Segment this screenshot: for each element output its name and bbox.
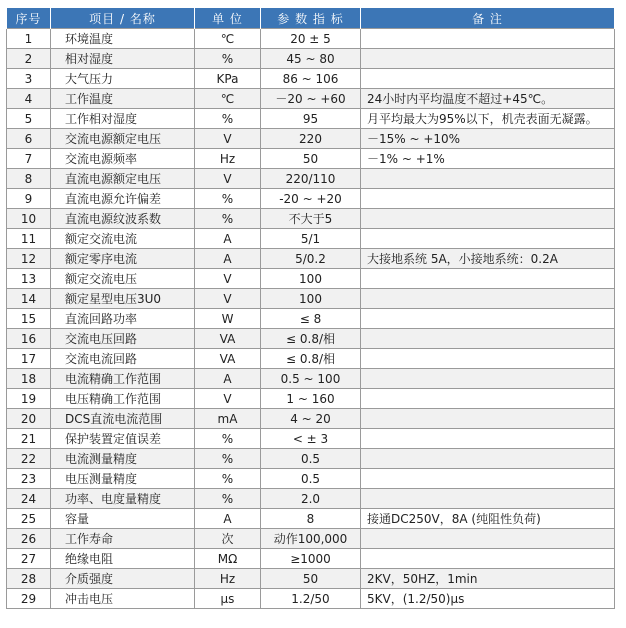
- cell-no: 1: [7, 29, 51, 49]
- header-unit: 单 位: [195, 8, 261, 29]
- cell-unit: %: [195, 429, 261, 449]
- cell-note: [361, 489, 615, 509]
- cell-note: 5KV，(1.2/50)μs: [361, 589, 615, 609]
- cell-note: [361, 449, 615, 469]
- cell-name: 直流电源纹波系数: [51, 209, 195, 229]
- cell-note: [361, 309, 615, 329]
- cell-name: 额定星型电压3U0: [51, 289, 195, 309]
- cell-value: 8: [261, 509, 361, 529]
- cell-no: 16: [7, 329, 51, 349]
- cell-unit: %: [195, 189, 261, 209]
- cell-note: [361, 349, 615, 369]
- cell-no: 20: [7, 409, 51, 429]
- cell-name: 介质强度: [51, 569, 195, 589]
- cell-unit: A: [195, 249, 261, 269]
- table-row: [7, 369, 615, 389]
- cell-note: [361, 269, 615, 289]
- cell-no: 18: [7, 369, 51, 389]
- cell-unit: V: [195, 269, 261, 289]
- cell-name: 交流电压回路: [51, 329, 195, 349]
- cell-no: 7: [7, 149, 51, 169]
- table-row: [7, 49, 615, 69]
- cell-value: 1 ~ 160: [261, 389, 361, 409]
- cell-value: 95: [261, 109, 361, 129]
- cell-value: 4 ~ 20: [261, 409, 361, 429]
- cell-no: 2: [7, 49, 51, 69]
- cell-name: 电压测量精度: [51, 469, 195, 489]
- cell-unit: V: [195, 289, 261, 309]
- cell-unit: V: [195, 169, 261, 189]
- table-row: [7, 349, 615, 369]
- cell-unit: %: [195, 109, 261, 129]
- cell-unit: μs: [195, 589, 261, 609]
- cell-name: 容量: [51, 509, 195, 529]
- cell-unit: %: [195, 469, 261, 489]
- cell-value: ≤ 0.8/相: [261, 329, 361, 349]
- cell-no: 4: [7, 89, 51, 109]
- cell-name: 环境温度: [51, 29, 195, 49]
- cell-value: ≤ 8: [261, 309, 361, 329]
- cell-note: [361, 389, 615, 409]
- table-row: [7, 209, 615, 229]
- cell-unit: %: [195, 489, 261, 509]
- cell-no: 27: [7, 549, 51, 569]
- cell-unit: VA: [195, 329, 261, 349]
- cell-no: 5: [7, 109, 51, 129]
- cell-name: 交流电源额定电压: [51, 129, 195, 149]
- cell-value: ≤ 0.8/相: [261, 349, 361, 369]
- cell-note: [361, 29, 615, 49]
- cell-no: 26: [7, 529, 51, 549]
- table-row: [7, 589, 615, 609]
- cell-value: 45 ~ 80: [261, 49, 361, 69]
- cell-value: 1.2/50: [261, 589, 361, 609]
- table-row: [7, 109, 615, 129]
- cell-value: 动作100,000: [261, 529, 361, 549]
- table-row: [7, 409, 615, 429]
- table-row: [7, 469, 615, 489]
- cell-value: 2.0: [261, 489, 361, 509]
- cell-note: －1% ~ +1%: [361, 149, 615, 169]
- cell-value: 5/0.2: [261, 249, 361, 269]
- table-row: [7, 309, 615, 329]
- table-row: [7, 389, 615, 409]
- cell-value: 不大于5: [261, 209, 361, 229]
- cell-note: [361, 549, 615, 569]
- table-body: [7, 29, 615, 609]
- cell-name: 工作相对湿度: [51, 109, 195, 129]
- cell-name: 交流电源频率: [51, 149, 195, 169]
- cell-name: 额定交流电压: [51, 269, 195, 289]
- cell-name: 直流电源额定电压: [51, 169, 195, 189]
- cell-value: 0.5: [261, 469, 361, 489]
- cell-name: DCS直流电流范围: [51, 409, 195, 429]
- cell-name: 冲击电压: [51, 589, 195, 609]
- cell-name: 电流精确工作范围: [51, 369, 195, 389]
- cell-unit: %: [195, 449, 261, 469]
- cell-name: 电压精确工作范围: [51, 389, 195, 409]
- cell-no: 19: [7, 389, 51, 409]
- cell-no: 24: [7, 489, 51, 509]
- table-row: [7, 529, 615, 549]
- cell-note: [361, 229, 615, 249]
- cell-unit: W: [195, 309, 261, 329]
- cell-name: 额定零序电流: [51, 249, 195, 269]
- cell-name: 相对湿度: [51, 49, 195, 69]
- cell-value: 50: [261, 569, 361, 589]
- cell-name: 保护装置定值误差: [51, 429, 195, 449]
- cell-value: 20 ± 5: [261, 29, 361, 49]
- table-row: [7, 429, 615, 449]
- header-note: 备 注: [361, 8, 615, 29]
- cell-note: 月平均最大为95%以下，机壳表面无凝露。: [361, 109, 615, 129]
- cell-no: 11: [7, 229, 51, 249]
- cell-no: 15: [7, 309, 51, 329]
- cell-unit: V: [195, 129, 261, 149]
- table-row: [7, 329, 615, 349]
- table-row: [7, 169, 615, 189]
- cell-unit: 次: [195, 529, 261, 549]
- cell-no: 29: [7, 589, 51, 609]
- spec-table: [6, 8, 615, 609]
- cell-unit: %: [195, 49, 261, 69]
- cell-unit: A: [195, 509, 261, 529]
- cell-name: 直流回路功率: [51, 309, 195, 329]
- cell-note: [361, 329, 615, 349]
- table-row: [7, 549, 615, 569]
- cell-name: 大气压力: [51, 69, 195, 89]
- cell-name: 工作寿命: [51, 529, 195, 549]
- header-no: 序号: [7, 8, 51, 29]
- cell-no: 25: [7, 509, 51, 529]
- cell-name: 直流电源允许偏差: [51, 189, 195, 209]
- cell-unit: Hz: [195, 149, 261, 169]
- cell-name: 额定交流电流: [51, 229, 195, 249]
- cell-no: 17: [7, 349, 51, 369]
- table-row: [7, 189, 615, 209]
- cell-value: 100: [261, 269, 361, 289]
- cell-note: [361, 189, 615, 209]
- table-row: [7, 289, 615, 309]
- cell-unit: ℃: [195, 29, 261, 49]
- cell-name: 绝缘电阻: [51, 549, 195, 569]
- cell-note: [361, 409, 615, 429]
- cell-name: 电流测量精度: [51, 449, 195, 469]
- cell-note: 2KV，50HZ，1min: [361, 569, 615, 589]
- cell-name: 工作温度: [51, 89, 195, 109]
- cell-note: [361, 369, 615, 389]
- cell-note: [361, 209, 615, 229]
- table-row: [7, 449, 615, 469]
- cell-note: [361, 289, 615, 309]
- cell-note: [361, 69, 615, 89]
- cell-value: 100: [261, 289, 361, 309]
- cell-note: [361, 469, 615, 489]
- cell-unit: KPa: [195, 69, 261, 89]
- table-row: [7, 269, 615, 289]
- table-row: [7, 29, 615, 49]
- cell-note: [361, 49, 615, 69]
- cell-unit: Hz: [195, 569, 261, 589]
- cell-no: 23: [7, 469, 51, 489]
- table-row: [7, 509, 615, 529]
- cell-no: 9: [7, 189, 51, 209]
- cell-value: 50: [261, 149, 361, 169]
- cell-value: －20 ~ +60: [261, 89, 361, 109]
- cell-value: 0.5 ~ 100: [261, 369, 361, 389]
- cell-no: 21: [7, 429, 51, 449]
- cell-note: [361, 529, 615, 549]
- cell-value: 5/1: [261, 229, 361, 249]
- cell-unit: VA: [195, 349, 261, 369]
- cell-unit: MΩ: [195, 549, 261, 569]
- table-row: [7, 569, 615, 589]
- table-row: [7, 229, 615, 249]
- table-row: [7, 249, 615, 269]
- table-row: [7, 489, 615, 509]
- cell-value: 86 ~ 106: [261, 69, 361, 89]
- cell-note: 24小时内平均温度不超过+45℃。: [361, 89, 615, 109]
- cell-value: ≥1000: [261, 549, 361, 569]
- cell-no: 12: [7, 249, 51, 269]
- cell-no: 10: [7, 209, 51, 229]
- cell-value: 220: [261, 129, 361, 149]
- cell-no: 6: [7, 129, 51, 149]
- cell-unit: A: [195, 229, 261, 249]
- cell-no: 3: [7, 69, 51, 89]
- cell-unit: A: [195, 369, 261, 389]
- cell-name: 功率、电度量精度: [51, 489, 195, 509]
- cell-note: －15% ~ +10%: [361, 129, 615, 149]
- cell-no: 28: [7, 569, 51, 589]
- cell-value: -20 ~ +20: [261, 189, 361, 209]
- table-row: [7, 129, 615, 149]
- cell-unit: mA: [195, 409, 261, 429]
- cell-value: 0.5: [261, 449, 361, 469]
- header-value: 参 数 指 标: [261, 8, 361, 29]
- cell-no: 14: [7, 289, 51, 309]
- cell-note: [361, 169, 615, 189]
- header-name: 项目 / 名称: [51, 8, 195, 29]
- cell-name: 交流电流回路: [51, 349, 195, 369]
- cell-unit: %: [195, 209, 261, 229]
- table-row: [7, 149, 615, 169]
- table-row: [7, 69, 615, 89]
- header-row: [7, 8, 615, 29]
- table-header: [7, 8, 615, 29]
- cell-note: [361, 429, 615, 449]
- cell-value: < ± 3: [261, 429, 361, 449]
- cell-no: 8: [7, 169, 51, 189]
- cell-note: 接通DC250V，8A (纯阻性负荷): [361, 509, 615, 529]
- cell-unit: ℃: [195, 89, 261, 109]
- cell-value: 220/110: [261, 169, 361, 189]
- cell-no: 13: [7, 269, 51, 289]
- cell-no: 22: [7, 449, 51, 469]
- table-row: [7, 89, 615, 109]
- cell-unit: V: [195, 389, 261, 409]
- cell-note: 大接地系统 5A，小接地系统：0.2A: [361, 249, 615, 269]
